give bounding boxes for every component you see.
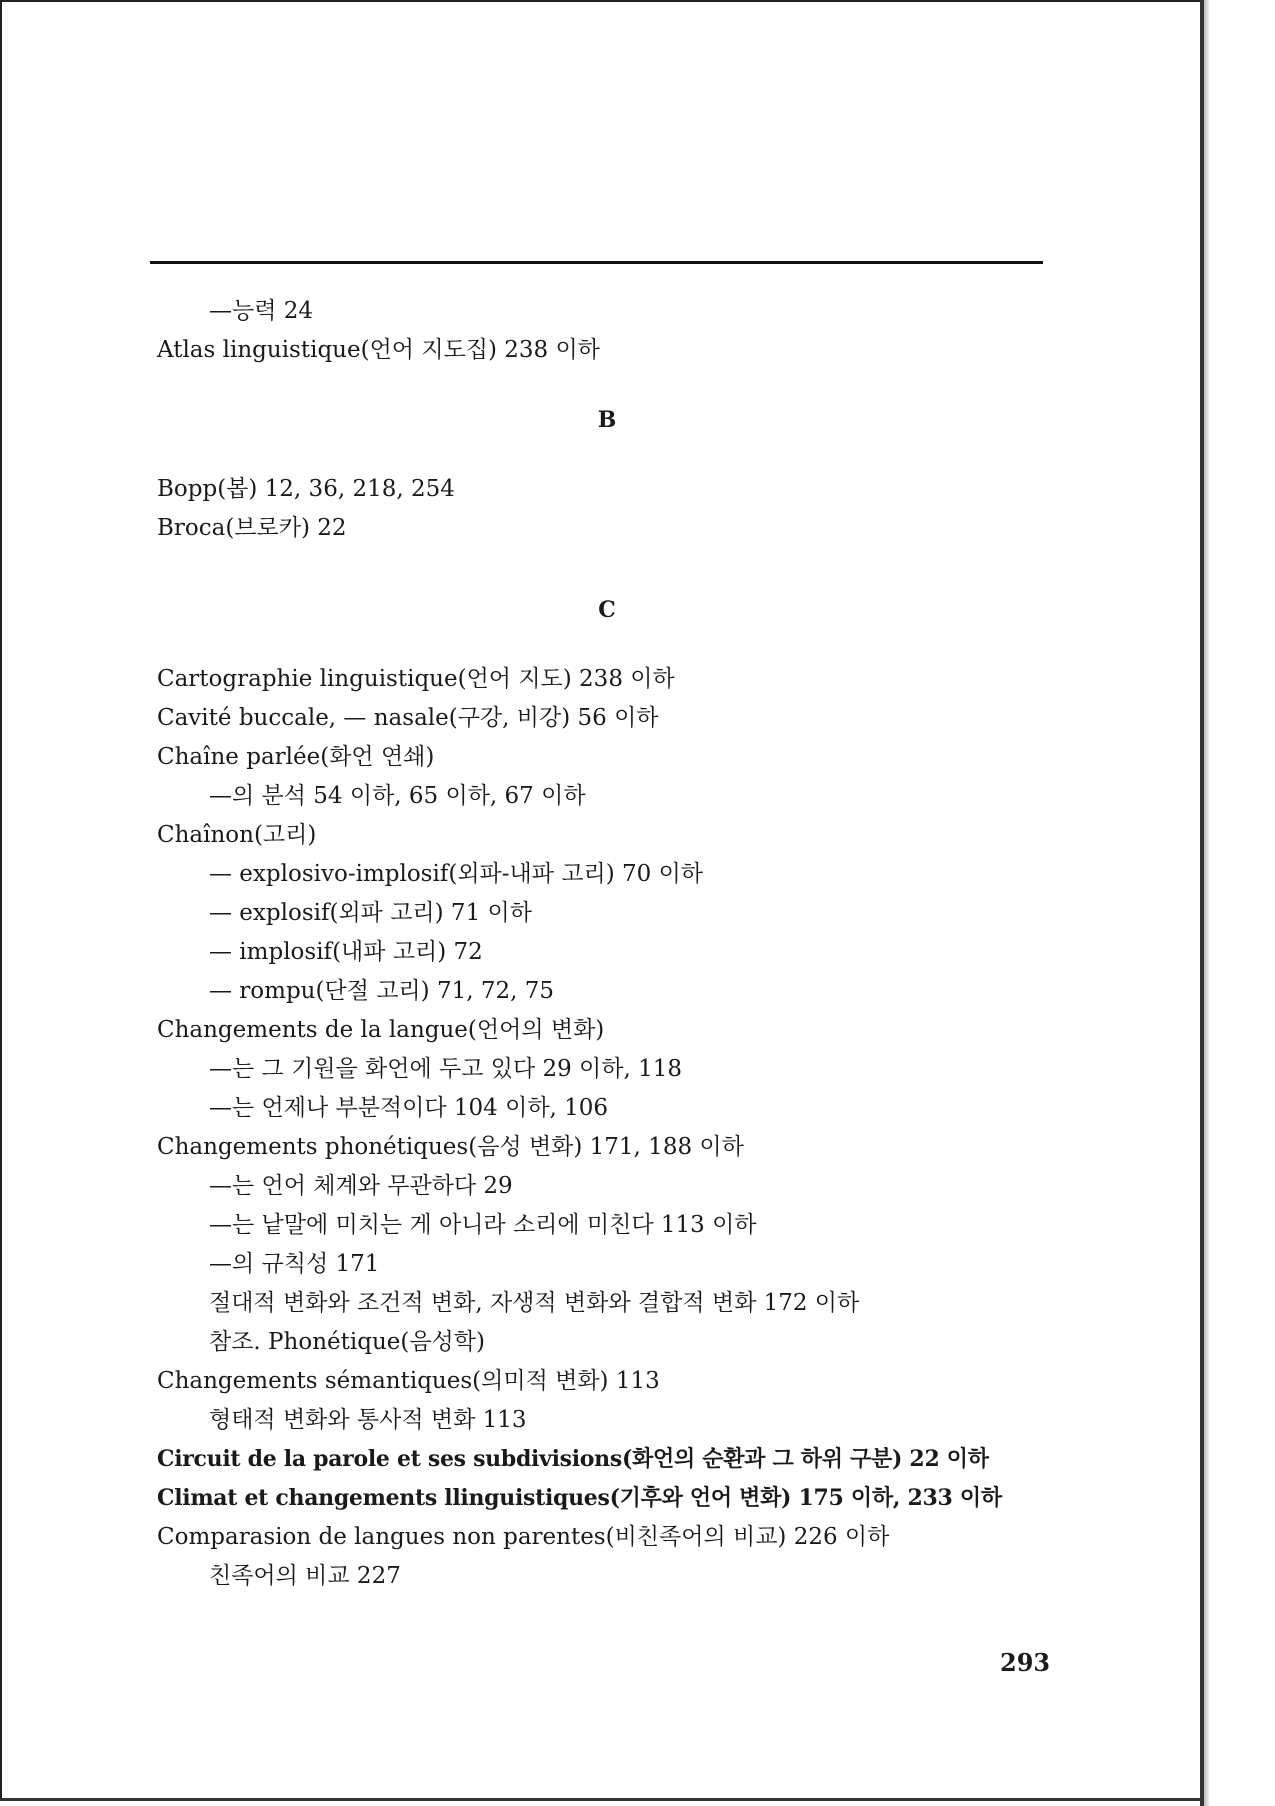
index-subentry: —의 규칙성 171	[209, 1251, 380, 1277]
index-subentry: 친족어의 비교 227	[209, 1563, 401, 1589]
index-subentry: —는 언어 체계와 무관하다 29	[209, 1173, 513, 1199]
index-entry: Circuit de la parole et ses subdivisions(화언의 순환과 그 하위 구분) 22 이하	[157, 1446, 989, 1472]
section-gap	[157, 634, 1077, 660]
index-entry: Comparasion de langues non parentes(비친족어의 비교) 226 이하	[157, 1524, 890, 1550]
index-entry: Bopp(봅) 12, 36, 218, 254	[157, 476, 455, 502]
index-entry: Atlas linguistique(언어 지도집) 238 이하	[157, 337, 600, 363]
index-entry: Cartographie linguistique(언어 지도) 238 이하	[157, 666, 675, 692]
index-subentry: — rompu(단절 고리) 71, 72, 75	[209, 978, 554, 1004]
section-heading-b: B	[597, 407, 617, 433]
index-subentry: —능력 24	[209, 298, 314, 324]
section-gap	[157, 370, 1077, 396]
page-number: 293	[1000, 1648, 1051, 1677]
index-subentry: 형태적 변화와 통사적 변화 113	[209, 1407, 527, 1433]
page-bottom-edge	[0, 1798, 1204, 1801]
section-heading-c: C	[598, 597, 616, 623]
index-subentry: —의 분석 54 이하, 65 이하, 67 이하	[209, 783, 586, 809]
index-subentry: —는 낱말에 미치는 게 아니라 소리에 미친다 113 이하	[209, 1212, 757, 1238]
index-entry: Cavité buccale, — nasale(구강, 비강) 56 이하	[157, 705, 659, 731]
index-group-b	[157, 470, 1077, 548]
page-shadow	[1204, 0, 1209, 1806]
index-group-top	[157, 292, 1077, 370]
index-entry: Changements sémantiques(의미적 변화) 113	[157, 1368, 660, 1394]
section-gap	[157, 548, 1077, 586]
index-entry: Climat et changements llinguistiques(기후와 언어 변화) 175 이하, 233 이하	[157, 1485, 1002, 1511]
index-subentry: —는 그 기원을 화언에 두고 있다 29 이하, 118	[209, 1056, 683, 1082]
index-subentry: 절대적 변화와 조건적 변화, 자생적 변화와 결합적 변화 172 이하	[209, 1290, 860, 1316]
index-subentry: 참조. Phonétique(음성학)	[209, 1329, 485, 1355]
index-content	[157, 292, 1077, 1596]
index-group-c	[157, 660, 1077, 1596]
index-entry: Chaîne parlée(화언 연쇄)	[157, 744, 435, 770]
section-gap	[157, 444, 1077, 470]
index-entry: Broca(브로카) 22	[157, 515, 347, 541]
index-subentry: —는 언제나 부분적이다 104 이하, 106	[209, 1095, 609, 1121]
index-subentry: — explosivo-implosif(외파-내파 고리) 70 이하	[209, 861, 704, 887]
index-entry: Changements phonétiques(음성 변화) 171, 188 이하	[157, 1134, 744, 1160]
header-rule	[150, 261, 1043, 264]
index-subentry: — explosif(외파 고리) 71 이하	[209, 900, 532, 926]
index-entry: Changements de la langue(언어의 변화)	[157, 1017, 605, 1043]
index-entry: Chaînon(고리)	[157, 822, 317, 848]
index-subentry: — implosif(내파 고리) 72	[209, 939, 483, 965]
